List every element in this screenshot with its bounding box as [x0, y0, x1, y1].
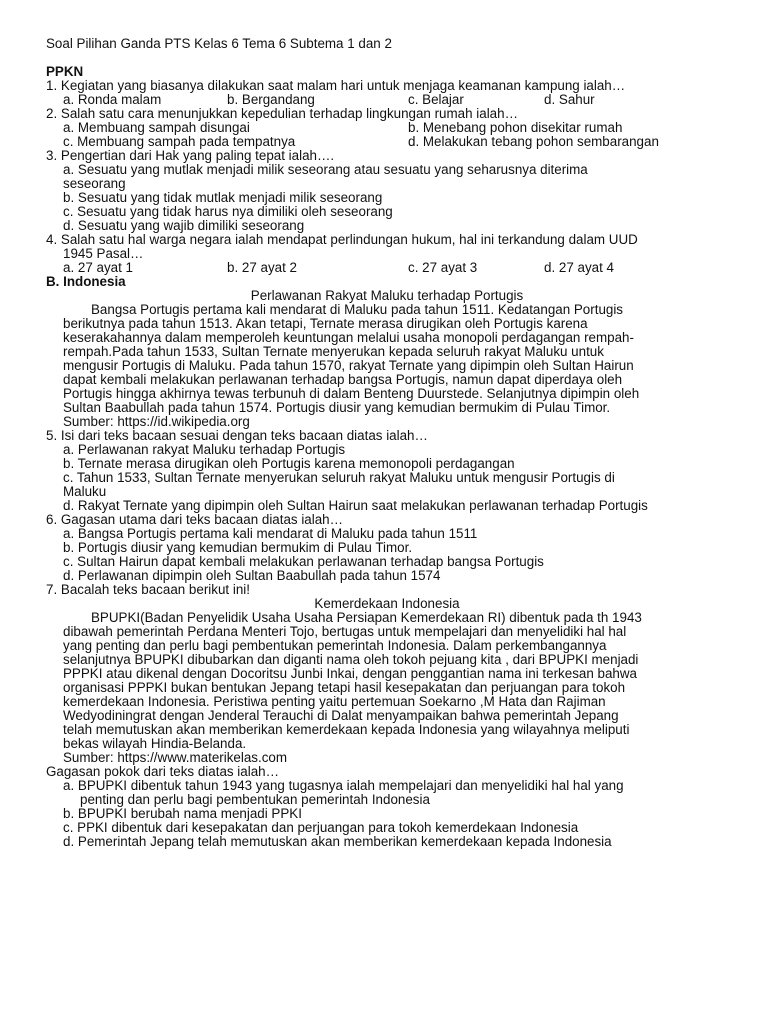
question-1 — [46, 79, 728, 107]
option-d: d. Rakyat Ternate yang dipimpin oleh Sultan Hairun saat melakukan perlawanan terhadap Portugis — [63, 498, 648, 513]
option-d: d. Sesuatu yang wajib dimiliki seseorang — [63, 218, 305, 233]
option-d: d. Perlawanan dipimpin oleh Sultan Baabullah pada tahun 1574 — [63, 568, 441, 583]
option-a: a. 27 ayat 1 — [63, 260, 133, 275]
question-text: 4. Salah satu hal warga negara ialah mendapat perlindungan hukum, hal ini terkandung dalam UUD — [46, 232, 638, 247]
question-8 — [46, 765, 728, 849]
passage-title: Kemerdekaan Indonesia — [314, 596, 460, 611]
option-c: c. Tahun 1533, Sultan Ternate menyerukan seluruh rakyat Maluku untuk mengusir Portugis di — [63, 470, 615, 485]
option-b: b. Menebang pohon disekitar rumah — [408, 120, 623, 135]
passage-line: yang penting dan perlu bagi pembentukan pemerintah Indonesia. Dalam perkembangannya — [63, 638, 607, 653]
question-4 — [46, 233, 728, 275]
passage-line: Sultan Baabullah pada tahun 1574. Portugis diusir yang kemudian bermukim di Pulau Timor. — [63, 400, 611, 415]
option-c: c. Sultan Hairun dapat kembali melakukan perlawanan terhadap bangsa Portugis — [63, 554, 544, 569]
document-title: Soal Pilihan Ganda PTS Kelas 6 Tema 6 Subtema 1 dan 2 — [46, 36, 392, 51]
option-a: a. Perlawanan rakyat Maluku terhadap Portugis — [63, 442, 346, 457]
section-heading-ppkn: PPKN — [46, 64, 84, 79]
passage-line: dapat kembali melakukan perlawanan terhadap bangsa Portugis, namun dapat diperdaya oleh — [63, 372, 623, 387]
passage-line: Sumber: https://id.wikipedia.org — [63, 414, 250, 429]
option-a: a. Ronda malam — [63, 92, 162, 107]
passage-line: BPUPKI(Badan Penyelidik Usaha Usaha Persiapan Kemerdekaan RI) dibentuk pada th 1943 — [91, 610, 642, 625]
option-d: d. Pemerintah Jepang telah memutuskan akan memberikan kemerdekaan kepada Indonesia — [63, 834, 612, 849]
passage-body — [46, 303, 728, 429]
question-3 — [46, 149, 728, 233]
passage-line: Bangsa Portugis pertama kali mendarat di Maluku pada tahun 1511. Kedatangan Portugis — [91, 302, 624, 317]
option-c: c. 27 ayat 3 — [408, 260, 478, 275]
options-row — [46, 93, 728, 107]
question-text: 5. Isi dari teks bacaan sesuai dengan teks bacaan diatas ialah… — [46, 428, 428, 443]
options-row — [46, 121, 728, 135]
passage-line: PPPKI atau dikenal dengan Docoritsu Junbi Inkai, dengan penggantian nama ini terkesan bahwa — [63, 666, 637, 681]
option-b: b. Bergandang — [227, 92, 315, 107]
passage-line: Sumber: https://www.materikelas.com — [63, 750, 287, 765]
passage-line: Portugis hingga akhirnya tewas terbunuh di dalam Benteng Duurstede. Selanjutnya dipimpin oleh — [63, 386, 640, 401]
question-text: 3. Pengertian dari Hak yang paling tepat ialah…. — [46, 148, 335, 163]
passage-line: Wedyodiningrat dengan Jenderal Terauchi di Dalat menyampaikan bahwa pemerintah Jepang — [63, 708, 619, 723]
option-a-continued: penting dan perlu bagi pembentukan pemerintah Indonesia — [80, 792, 430, 807]
option-d: d. Sahur — [544, 92, 595, 107]
question-6 — [46, 513, 728, 583]
question-text: 1. Kegiatan yang biasanya dilakukan saat malam hari untuk menjaga keamanan kampung ialah… — [46, 78, 626, 93]
passage-1 — [46, 289, 728, 429]
passage-title: Perlawanan Rakyat Maluku terhadap Portugis — [250, 288, 524, 303]
passage-line: berikutnya pada tahun 1513. Akan tetapi, Ternate merasa dirugikan oleh Portugis karena — [63, 316, 588, 331]
option-b: b. Sesuatu yang tidak mutlak menjadi milik seseorang — [63, 190, 383, 205]
passage-line: mengusir Portugis di Maluku. Pada tahun 1570, rakyat Ternate yang dipimpin oleh Sultan Hairun — [63, 358, 634, 373]
option-a: a. BPUPKI dibentuk tahun 1943 yang tugasnya ialah mempelajari dan menyelidiki hal hal yang — [63, 778, 624, 793]
option-a: a. Sesuatu yang mutlak menjadi milik seseorang atau sesuatu yang seharusnya diterima — [63, 162, 588, 177]
option-d: d. 27 ayat 4 — [544, 260, 614, 275]
passage-line: bekas wilayah Hindia-Belanda. — [63, 736, 247, 751]
question-2 — [46, 107, 728, 149]
option-c: c. Membuang sampah pada tempatnya — [63, 134, 296, 149]
question-text-continued: 1945 Pasal… — [63, 246, 144, 261]
question-text: Gagasan pokok dari teks diatas ialah… — [46, 764, 279, 779]
options-row — [46, 261, 728, 275]
option-c: c. Belajar — [408, 92, 464, 107]
option-b: b. 27 ayat 2 — [227, 260, 297, 275]
option-c-continued: Maluku — [63, 484, 107, 499]
option-a-continued: seseorang — [63, 176, 126, 191]
option-a: a. Membuang sampah disungai — [63, 120, 250, 135]
passage-line: selanjutnya BPUPKI dibubarkan dan diganti nama oleh tokoh pejuang kita , dari BPUPKI menjadi — [63, 652, 639, 667]
question-text: 6. Gagasan utama dari teks bacaan diatas ialah… — [46, 512, 344, 527]
option-a: a. Bangsa Portugis pertama kali mendarat di Maluku pada tahun 1511 — [63, 526, 478, 541]
passage-2 — [46, 597, 728, 765]
question-7 — [46, 583, 728, 597]
question-5 — [46, 429, 728, 513]
option-d: d. Melakukan tebang pohon sembarangan — [408, 134, 659, 149]
passage-line: keserakahannya dalam memperoleh keuntungan melalui usaha monopoli perdagangan rempah- — [63, 330, 634, 345]
question-text: 2. Salah satu cara menunjukkan kepedulian terhadap lingkungan rumah ialah… — [46, 106, 518, 121]
option-c: c. Sesuatu yang tidak harus nya dimiliki oleh seseorang — [63, 204, 393, 219]
passage-body — [46, 611, 728, 765]
passage-line: dibawah pemerintah Perdana Menteri Tojo, bertugas untuk mempelajari dan menyelidiki hal hal — [63, 624, 627, 639]
passage-line: rempah.Pada tahun 1533, Sultan Ternate menyerukan kepada seluruh rakyat Maluku untuk — [63, 344, 604, 359]
passage-line: organisasi PPPKI bukan bentukan Jepang tetapi hasil kesepakatan dan perjuangan para tokoh — [63, 680, 626, 695]
section-heading-indonesia: B. Indonesia — [46, 274, 126, 289]
option-c: c. PPKI dibentuk dari kesepakatan dan perjuangan para tokoh kemerdekaan Indonesia — [63, 820, 579, 835]
options-row — [46, 135, 728, 149]
question-text: 7. Bacalah teks bacaan berikut ini! — [46, 582, 250, 597]
passage-line: kemerdekaan Indonesia. Peristiwa penting yaitu pertemuan Soekarno ,M Hata dan Rajiman — [63, 694, 606, 709]
option-b: b. BPUPKI berubah nama menjadi PPKI — [63, 806, 302, 821]
option-b: b. Portugis diusir yang kemudian bermukim di Pulau Timor. — [63, 540, 413, 555]
passage-line: telah memutuskan akan memberikan kemerdekaan kepada Indonesia yang wilayahnya meliputi — [63, 722, 630, 737]
option-b: b. Ternate merasa dirugikan oleh Portugis karena memonopoli perdagangan — [63, 456, 515, 471]
